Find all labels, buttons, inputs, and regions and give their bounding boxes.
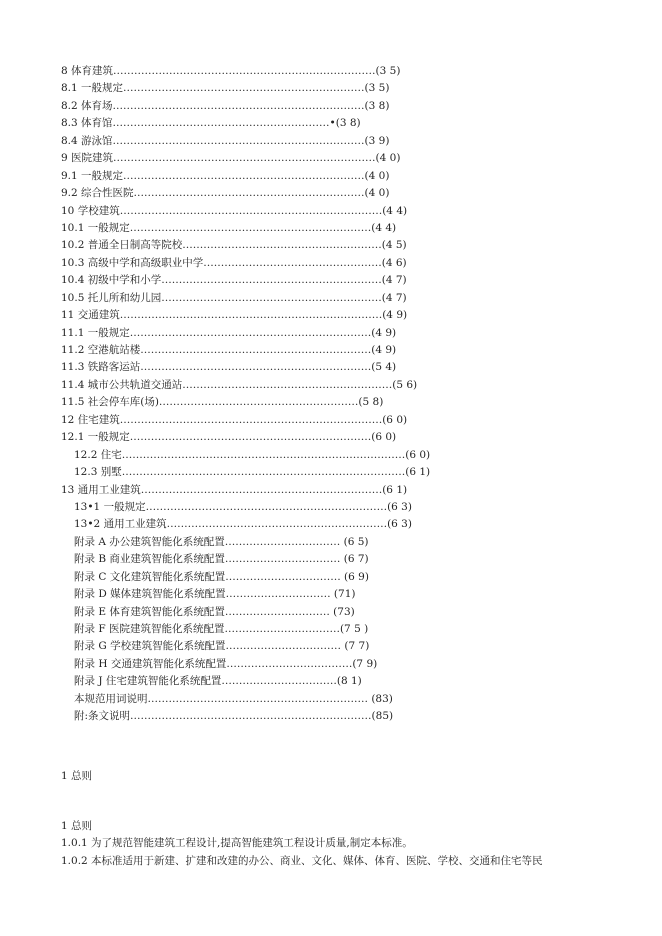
toc-entry: 附录 H 交通建筑智能化系统配置………………………………(7 9) — [74, 657, 378, 670]
toc-entry: 11.5 社会停车库(场)…………………………………………………(5 8) — [61, 396, 384, 409]
toc-entry: 8 体育建筑…………………………………………………………………(3 5) — [61, 65, 401, 77]
toc-entry: 11.1 一般规定……………………………………………………………(4 9) — [61, 326, 397, 339]
toc-entry: 附录 J 住宅建筑智能化系统配置……………………………(8 1) — [74, 675, 362, 688]
toc-entry: 10.5 托儿所和幼儿园………………………………………………………(4 7) — [61, 291, 407, 304]
table-of-contents — [61, 63, 621, 726]
toc-entry: 10 学校建筑…………………………………………………………………(4 4) — [61, 204, 408, 217]
toc-entry: 附录 G 学校建筑智能化系统配置…………………………… (7 7) — [74, 640, 370, 653]
clause-1-0-2: 1.0.2 本标准适用于新建、扩建和改建的办公、商业、文化、媒体、体育、医院、学校、交通和住宅等民 — [61, 855, 543, 867]
toc-entry: 8.2 体育场………………………………………………………………(3 8) — [61, 99, 390, 112]
toc-entry: 8.3 体育馆……………………………………‥………………•(3 8) — [61, 117, 361, 130]
toc-entry: 8.4 游泳馆………………………………………………………………(3 9) — [61, 134, 390, 147]
toc-entry: 9 医院建筑…………………………………………………………………(4 0) — [61, 152, 401, 165]
chapter-heading-repeat: 1 总则 — [61, 820, 93, 832]
toc-entry: 11.2 空港航站楼…………………………………………………………(4 9) — [61, 344, 397, 356]
toc-entry: 11.3 铁路客运站…………………………………………………………(5 4) — [61, 361, 397, 374]
toc-entry: 10.2 普通全日制高等院校…………………………………………………(4 5) — [61, 239, 407, 252]
toc-entry: 本规范用词说明……………………………………………………… (83) — [74, 692, 393, 705]
toc-entry: 9.2 综合性医院…………………………………………………………(4 0) — [61, 187, 390, 200]
toc-entry: 附录 E 体育建筑智能化系统配置………………………… (73) — [74, 605, 355, 618]
toc-entry: 10.4 初级中学和小学………………………………………………………(4 7) — [61, 274, 407, 287]
toc-entry: 10.3 高级中学和高级职业中学……………………………………………(4 6) — [61, 256, 407, 269]
toc-entry: 11 交通建筑…………………………………………………………………(4 9) — [61, 309, 408, 322]
toc-entry: 13•1 一般规定……………………………………………………………(6 3) — [74, 500, 412, 513]
toc-entry: 12.2 住宅………………………………………………………………………(6 0) — [74, 448, 431, 461]
toc-entry: 附录 A 办公建筑智能化系统配置…………………………… (6 5) — [74, 535, 369, 548]
toc-entry: 8.1 一般规定……………………………………………………………(3 5) — [61, 82, 390, 95]
toc-entry: 附:条文说明……………………………………………………………(85) — [74, 710, 394, 723]
toc-entry: 附录 F 医院建筑智能化系统配置……………………………(7 5 ) — [74, 623, 369, 635]
toc-entry: 附录 B 商业建筑智能化系统配置…………………………… (6 7) — [74, 553, 369, 566]
toc-entry: 10.1 一般规定……………………………………………………………(4 4) — [61, 221, 397, 234]
toc-entry: 13•2 通用工业建筑………………………………………………………(6 3) — [74, 518, 412, 531]
toc-entry: 9.1 一般规定……………………………………………………………(4 0) — [61, 169, 390, 182]
toc-entry: 附录 C 文化建筑智能化系统配置…………………………… (6 9) — [74, 570, 369, 583]
toc-entry: 12.1 一般规定……………………………………………………………(6 0) — [61, 431, 397, 444]
toc-entry: 附录 D 媒体建筑智能化系统配置………………………… (71) — [74, 588, 356, 601]
clause-1-0-1: 1.0.1 为了规范智能建筑工程设计,提高智能建筑工程设计质量,制定本标准。 — [61, 837, 413, 849]
toc-entry: 12.3 别墅………………………………………………………………………(6 1) — [74, 466, 431, 479]
toc-entry: 13 通用工业建筑……………………………………………………………(6 1) — [61, 483, 408, 496]
chapter-heading: 1 总则 — [61, 770, 93, 782]
toc-entry: 11.4 城市公共轨道交通站……………………………………………………(5 6) — [61, 378, 418, 391]
toc-entry: 12 住宅建筑…………………………………………………………………(6 0) — [61, 413, 408, 426]
